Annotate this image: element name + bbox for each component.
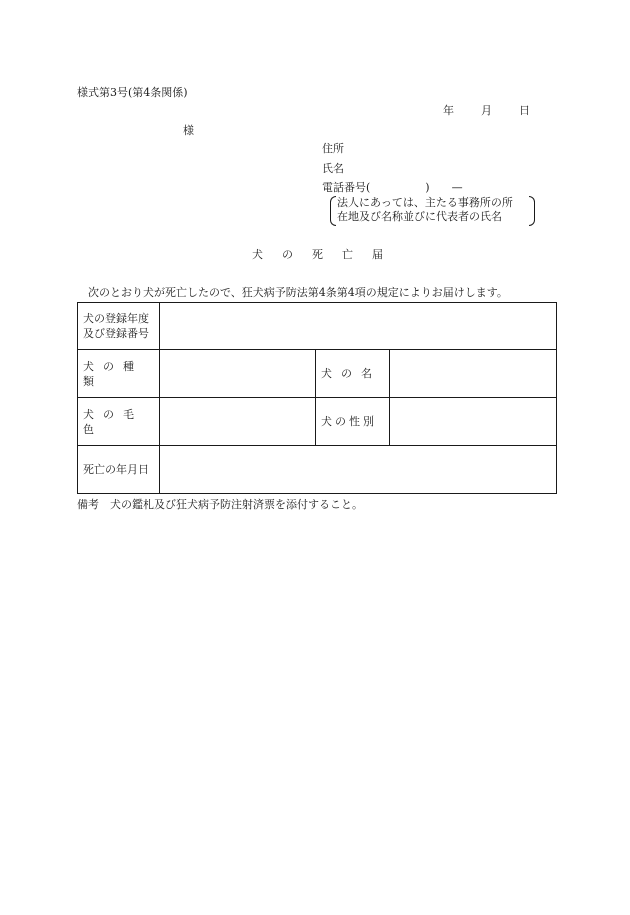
right-bracket (529, 196, 535, 226)
dog-name-label: 犬の名 (316, 350, 390, 398)
addressee-suffix: 様 (183, 124, 194, 137)
name-label: 氏名 (322, 162, 344, 175)
remarks: 備考 犬の鑑札及び狂犬病予防注射済票を添付すること。 (77, 498, 363, 511)
date-month: 月 (481, 104, 492, 117)
date-line (443, 104, 530, 118)
document-title: 犬の死亡届 (252, 248, 402, 261)
corporate-note-line2: 在地及び名称並びに代表者の氏名 (337, 210, 502, 223)
table-row (78, 350, 557, 398)
table-row (78, 303, 557, 350)
notification-table (77, 302, 557, 494)
corporate-note (330, 195, 535, 225)
death-date-label: 死亡の年月日 (78, 446, 160, 494)
dog-name-field[interactable] (390, 350, 557, 398)
date-year: 年 (443, 104, 454, 117)
address-label: 住所 (322, 142, 344, 155)
coat-color-label: 犬の毛色 (78, 398, 160, 446)
left-bracket (330, 196, 336, 226)
death-date-field[interactable] (160, 446, 557, 494)
corporate-note-line1: 法人にあっては、主たる事務所の所 (337, 196, 513, 209)
date-day: 日 (519, 104, 530, 117)
sex-label: 犬の性別 (316, 398, 390, 446)
coat-color-field[interactable] (160, 398, 316, 446)
breed-label: 犬の種類 (78, 350, 160, 398)
registration-field[interactable] (160, 303, 557, 350)
form-number: 様式第3号(第4条関係) (77, 86, 188, 99)
phone-label: 電話番号( ) — (322, 181, 463, 194)
registration-label: 犬の登録年度 及び登録番号 (78, 303, 160, 350)
table-row (78, 398, 557, 446)
lead-text: 次のとおり犬が死亡したので、狂犬病予防法第4条第4項の規定によりお届けします。 (88, 286, 508, 299)
breed-field[interactable] (160, 350, 316, 398)
sex-field[interactable] (390, 398, 557, 446)
table-row (78, 446, 557, 494)
